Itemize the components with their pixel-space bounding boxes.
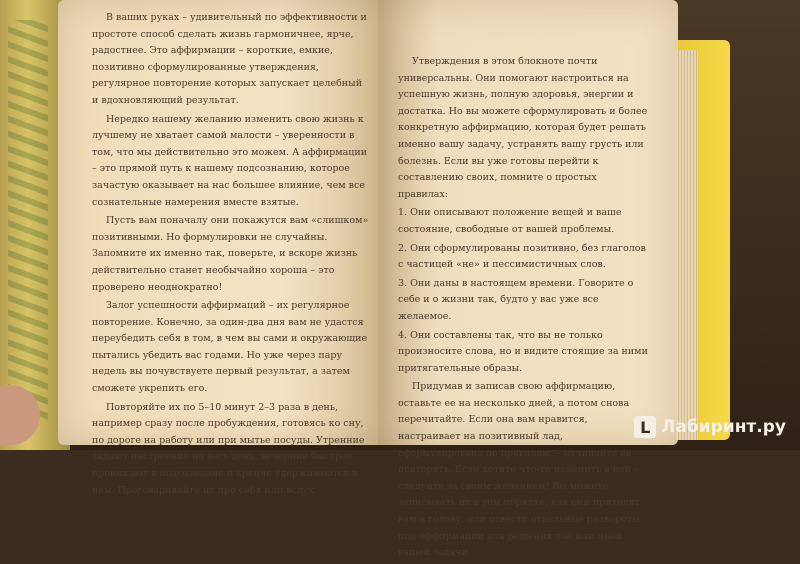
rule-item: 1. Они описывают положение вещей и ваше состояние, свободные от вашей проблемы. <box>398 207 622 235</box>
left-paragraph: Пусть вам поначалу они покажутся вам «слишком» позитивными. Но формулировки не случайны. Запомните их именно так, поверьте, и вскоре жизнь действительно станет необычайно хороша – это проверено неоднократно! <box>92 215 369 293</box>
watermark-text: Лабиринт.ру <box>661 417 786 437</box>
labirint-logo-icon: L <box>634 416 656 438</box>
rule-item: 2. Они сформулированы позитивно, без глаголов с частицей «не» и пессимистичных слов. <box>398 242 646 271</box>
left-paragraph: Повторяйте их по 5–10 минут 2–3 раза в день, например сразу после пробуждения, готовясь ко сну, по дороге на работу или при мытье посуды. Утренние задают настроение на весь день, вечерние быстрее проникают в подсознание и крепче удерживаются в нем. Проговаривайте их про себя или вслух. <box>92 401 365 496</box>
rule-item: 3. Они даны в настоящем времени. Говорите о себе и о жизни так, будто у вас уже все желаемое. <box>398 277 634 322</box>
rule-item: 4. Они составлены так, что вы не только произносите слова, но и видите стоящие за ними притягательные образы. <box>398 329 648 374</box>
left-paragraph: Нередко нашему желанию изменить свою жизнь к лучшему не хватает самой малости – уверенности в том, что мы действительно это можем. А аффирмации – это прямой путь к нашему подсознанию, которое зачастую оказывает на нас большее влияние, чем все сознательные намерения вместе взятые. <box>92 113 368 208</box>
left-paragraph: В ваших руках – удивительный по эффективности и простоте способ сделать жизнь гармоничнее, ярче, радостнее. Это аффирмации – короткие, емкие, позитивно сформулированные утверждения, регулярное повторение которых запускает целебный и вдохновляющий результат. <box>92 12 367 106</box>
right-intro: Утверждения в этом блокноте почти универсальны. Они помогают настроиться на успешную жизнь, полную здоровья, энергии и достатка. Но вы можете сформулировать и более конкретную аффирмацию, которая будет решать именно вашу задачу, устранять вашу грусть или болезнь. Если вы уже готовы перейти к составлению своих, помните о простых правилах: <box>398 56 648 200</box>
watermark <box>634 416 786 438</box>
right-page-text <box>398 54 648 564</box>
left-page-text <box>92 10 370 501</box>
page-edges <box>676 50 698 440</box>
right-closing: Придумав и записав свою аффирмацию, оставьте ее на несколько дней, а потом снова перечитайте. Если она вам нравится, настраивает на позитивный лад, сформулирована по правилам, – начинайте ее повторять. Если хотите что-то изменить в ней – следуйте за своим желанием! Вы можете записывать их в том порядке, как они приходят вам в голову, или отвести отдельные развороты под аффирмации для решения той или иной вашей задачи. <box>398 381 640 559</box>
left-paragraph: Залог успешности аффирмаций – их регулярное повторение. Конечно, за один-два дня вам не удастся переубедить себя в том, в чем вы сами и окружающие пытались убедить вас годами. Но уже через пару недель вы почувствуете первый результат, а затем сможете укрепить его. <box>92 300 368 395</box>
